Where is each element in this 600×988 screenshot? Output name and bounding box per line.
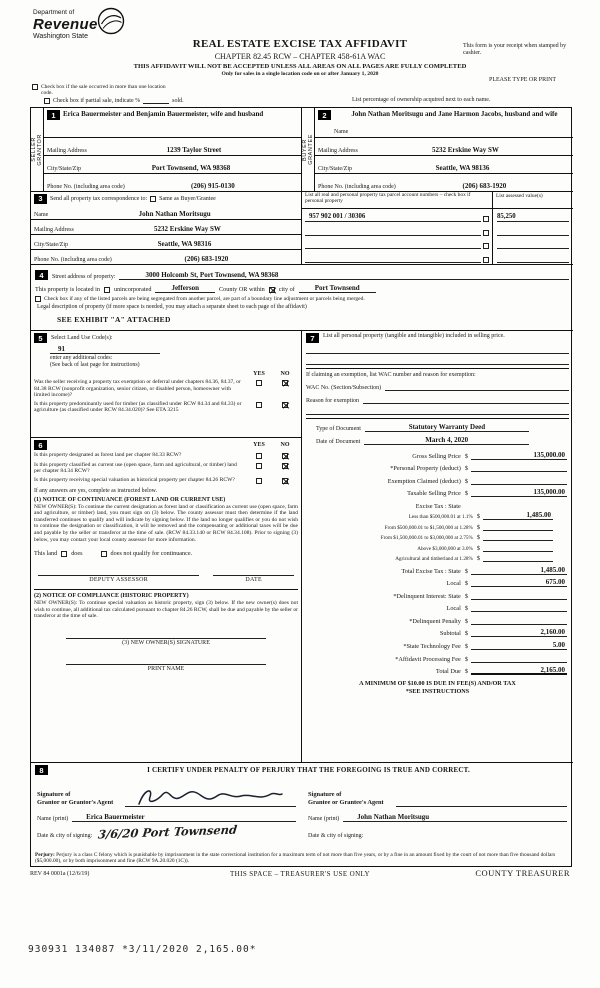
correspondence-city-value: Seattle, WA 98316: [157, 240, 212, 248]
print-name-field[interactable]: [66, 656, 266, 672]
seller-address-value: 1239 Taylor Street: [166, 146, 222, 154]
section-5-badge: 5: [34, 333, 47, 343]
s6-q1-text: Is this property designated as forest land per chapter 84.33 RCW?: [34, 452, 182, 458]
parcel-number-field[interactable]: 957 902 001 / 30306: [305, 213, 481, 222]
s5-q1-text: Was the seller receiving a property tax exemption or deferral under chapters 84.36, 84.37, or 84.38 RCW (nonprofit organization, senior citizen, or disabled person, homeowner with limited income)?: [34, 379, 241, 399]
section-7-badge: 7: [306, 333, 319, 343]
tax-correspondence-section: [31, 192, 302, 264]
seller-phone-row[interactable]: [44, 174, 301, 191]
city-value[interactable]: Port Townsend: [299, 284, 376, 293]
fee-taxable-field[interactable]: 135,000.00: [471, 488, 567, 497]
fee-total-state-field[interactable]: 1,485.00: [471, 566, 567, 575]
property-location-section: [31, 265, 573, 331]
deputy-date-label: DATE: [245, 577, 262, 584]
form-title-block: [110, 38, 490, 77]
partial-sale-percent-field[interactable]: [143, 97, 169, 104]
additional-codes-label: enter any additional codes:: [50, 355, 113, 361]
fee-row-rate-2: From $500,000.01 to $1,500,000 at 1.28% $: [306, 520, 569, 530]
grantor-name-print-value[interactable]: Erica Bauermeister: [72, 813, 296, 822]
land-does-checkbox[interactable]: [61, 551, 67, 557]
fee-row-processing-fee: *Affidavit Processing Fee $: [306, 650, 569, 663]
fee-row-technology-fee: *State Technology Fee $ 5.00: [403, 641, 565, 651]
dor-logo-state: Washington State: [33, 32, 88, 40]
fee-rate-agri-field[interactable]: [483, 553, 553, 562]
fee-row-total-local: Local $ 675.00: [446, 578, 565, 588]
reason-field[interactable]: [363, 396, 569, 404]
buyer-side-word1: BUYER: [302, 138, 308, 161]
fee-tech-field[interactable]: 5.00: [471, 641, 567, 650]
parcel-row-1: [302, 209, 573, 223]
s5-q2-text: Is this property predominantly used for timber (as classified under RCW 84.34 and 84.33) or agriculture (as classified under RCW 84.34.020)? See ETA 3215: [34, 400, 242, 414]
county-treasurer-label: COUNTY TREASURER: [475, 868, 570, 878]
s6-q1-no-checkbox[interactable]: [282, 453, 288, 459]
grantor-signature-block: [31, 777, 302, 842]
seller-phone-value: (206) 915-0130: [191, 182, 235, 190]
correspondence-intro: Send all property tax correspondence to:: [50, 195, 148, 202]
multi-location-checkbox[interactable]: [32, 84, 38, 90]
notice1-body: NEW OWNER(S): To continue the current designation as forest land or classification as current use (open space, farm and agriculture, or timber) land, you must sign on (3) below. The county assessor must then determine if the land transferred continues to qualify and will indicate by signing below. If the land no longer qualifies or you do not wish to continue the designation or classification, it will be removed and the compensating or additional taxes will be due and payable by the seller or transferor at the time of sale. (RCW 84.33.140 or RCW 84.34.108). Prior to signing (3) below, you may contact your local county assessor for more information.: [34, 503, 298, 543]
doc-date-label: Date of Document: [316, 439, 361, 445]
fee-row-rate-1: Less than $500,000.01 at 1.1% $ 1,485.00: [408, 511, 551, 521]
grantee-date-city-label: Date & city of signing:: [308, 833, 364, 839]
located-prefix: This property is located in: [35, 286, 100, 293]
s6-q2-yes-checkbox[interactable]: [256, 463, 262, 469]
parcel-number-field-3[interactable]: [305, 240, 481, 249]
parcel-table: [302, 192, 573, 264]
section-8-badge: 8: [35, 765, 48, 775]
forest-land-section: [31, 438, 301, 762]
correspondence-address-label: Mailing Address: [34, 227, 74, 233]
s6-q2-text: Is this property classified as current use (open space, farm and agricultural, or timber) land per chapter 84.34 RCW?: [34, 462, 237, 475]
same-as-buyer-label: Same as Buyer/Grantee: [159, 195, 216, 202]
fee-total-local-field[interactable]: 675.00: [471, 578, 567, 587]
parcel-number-field-2[interactable]: [305, 227, 481, 236]
personal-property-note: List all personal property (tangible and intangible) included in selling price.: [323, 333, 505, 339]
type-or-print-note: PLEASE TYPE OR PRINT: [489, 77, 557, 83]
fee-row-delinquent-penalty: *Delinquent Penalty $: [306, 612, 569, 625]
land-prefix: This land: [34, 550, 58, 558]
s5-yes-header: YES: [253, 371, 265, 378]
doc-date-value[interactable]: March 4, 2020: [364, 436, 529, 445]
fee-row-personal-property: *Personal Property (deduct) $: [306, 460, 569, 473]
form-rev-code: REV 84 0001a (12/6/19): [30, 871, 90, 877]
correspondence-name-row[interactable]: [31, 205, 301, 220]
section-6-badge: 6: [34, 440, 47, 450]
fee-rate2-field[interactable]: [483, 522, 553, 531]
buyer-phone-row[interactable]: [315, 174, 573, 191]
certify-statement: I CERTIFY UNDER PENALTY OF PERJURY THAT THE FOREGOING IS TRUE AND CORRECT.: [147, 766, 470, 774]
seller-city-value: Port Townsend, WA 98368: [151, 164, 231, 172]
fee-subtotal-field[interactable]: 2,160.00: [471, 628, 567, 637]
personal-property-checkbox-3[interactable]: [483, 243, 489, 249]
buyer-city-value: Seattle, WA 98136: [435, 164, 490, 172]
personal-property-checkbox-2[interactable]: [483, 230, 489, 236]
fee-total-due-field[interactable]: 2,165.00: [471, 666, 567, 675]
grantee-signature-field[interactable]: [396, 785, 567, 807]
buyer-city-row[interactable]: [315, 156, 573, 174]
correspondence-parcel-row: [31, 192, 573, 265]
grantee-signature-block: [302, 777, 573, 839]
fee-row-total-state: Total Excise Tax : State $ 1,485.00: [401, 565, 565, 575]
correspondence-phone-label: Phone No. (including area code): [34, 257, 112, 263]
s6-question-2: [34, 462, 298, 475]
buyer-phone-label: Phone No. (including area code): [318, 184, 396, 190]
fee-delinq-state-field[interactable]: [471, 591, 567, 600]
parcel-row-3: [302, 237, 573, 251]
new-owner-signature-label: (3) NEW OWNER(S) SIGNATURE: [122, 639, 210, 646]
s5-q1-yes-checkbox[interactable]: [256, 380, 262, 386]
parcel-number-field-4[interactable]: [305, 254, 481, 263]
city-of-label: city of: [278, 286, 295, 293]
s5-q2-no-checkbox[interactable]: [282, 402, 288, 408]
form-subtitle: CHAPTER 82.45 RCW – CHAPTER 458-61A WAC: [214, 52, 386, 61]
grantor-sig-label-2: Grantor or Grantor's Agent: [37, 799, 114, 806]
fee-table: [306, 447, 569, 675]
exhibit-note: SEE EXHIBIT "A" ATTACHED: [57, 315, 171, 324]
dor-seal-icon: [96, 6, 126, 36]
notice2-title: (2) NOTICE OF COMPLIANCE (HISTORIC PROPERTY): [34, 593, 189, 600]
fee-row-delinquent-interest-local: Local $: [306, 600, 569, 613]
treasurer-space-label: THIS SPACE – TREASURER'S USE ONLY: [230, 870, 370, 878]
grantor-sig-label-1: Signature of: [37, 791, 71, 798]
fee-row-delinquent-interest-state: *Delinquent Interest: State $: [306, 587, 569, 600]
multi-location-row: [32, 84, 172, 97]
middle-columns: [31, 331, 573, 763]
new-owner-signature-field[interactable]: [66, 630, 266, 646]
section-4-badge: 4: [35, 270, 48, 280]
city-checkbox[interactable]: [269, 287, 275, 293]
grantee-name-print-label: Name (print): [308, 816, 340, 822]
unincorporated-checkbox[interactable]: [104, 287, 110, 293]
if-yes-note: If any answers are yes, complete as instructed below.: [34, 487, 157, 494]
buyer-address-label: Mailing Address: [318, 148, 358, 154]
seller-name-value: Erica Bauermeister and Benjamin Bauermeister, wife and husband: [63, 110, 264, 118]
reason-field-2[interactable]: [306, 404, 569, 415]
wac-label: WAC No. (Section/Subsection): [306, 385, 382, 391]
segregated-checkbox[interactable]: [35, 296, 41, 302]
notice1-title: (1) NOTICE OF CONTINUANCE (FOREST LAND OR CURRENT USE): [34, 496, 226, 503]
seller-phone-label: Phone No. (including area code): [47, 184, 125, 190]
dor-logo-revenue: Revenue: [33, 15, 98, 33]
form-title: REAL ESTATE EXCISE TAX AFFIDAVIT: [192, 38, 408, 50]
personal-property-checkbox-4[interactable]: [483, 257, 489, 263]
seller-address-row[interactable]: [44, 138, 301, 156]
partial-sale-label: Check box if partial sale, indicate %: [53, 98, 141, 104]
section-2-badge: 2: [318, 110, 331, 120]
fee-rate4-field[interactable]: [483, 543, 553, 552]
buyer-city-label: City/State/Zip: [318, 166, 352, 172]
fee-exemption-field[interactable]: [471, 476, 567, 485]
unincorporated-label: unincorporated: [113, 286, 152, 293]
signature-section: [31, 763, 573, 851]
does-label: does: [71, 550, 83, 558]
minimum-note: A MINIMUM OF $10.00 IS DUE IN FEE(S) AND/OR TAX: [359, 680, 516, 688]
s6-q3-yes-checkbox[interactable]: [256, 478, 262, 484]
assessed-value-field[interactable]: 85,250: [497, 213, 569, 222]
fee-processing-field[interactable]: [471, 654, 567, 663]
s5-q2-yes-checkbox[interactable]: [256, 402, 262, 408]
buyer-address-row[interactable]: [315, 138, 573, 156]
grantee-name-print-value[interactable]: John Nathan Moritsugu: [343, 813, 567, 822]
assessed-header: List assessed value(s): [496, 193, 543, 199]
buyer-side-strip: [302, 108, 315, 191]
see-back-note: (See back of last page for instructions): [50, 362, 140, 369]
see-instructions-note: *SEE INSTRUCTIONS: [405, 688, 470, 696]
partial-sale-row: [44, 97, 184, 104]
buyer-section: [302, 108, 573, 191]
multi-location-label: Check box if the sale occurred in more than one location code.: [41, 84, 166, 97]
buyer-side-word2: GRANTEE: [308, 134, 314, 165]
print-name-label: PRINT NAME: [147, 665, 185, 672]
land-use-code-field[interactable]: 91: [50, 345, 160, 354]
fee-gross-field[interactable]: 135,000.00: [471, 451, 567, 460]
perjury-lead: Perjury:: [35, 852, 55, 858]
fee-row-exemption: Exemption Claimed (deduct) $: [306, 472, 569, 485]
seller-side-word2: GRANTOR: [37, 133, 43, 166]
deputy-date-field[interactable]: [213, 567, 294, 583]
seller-name-field[interactable]: [44, 108, 301, 138]
fee-row-subtotal: Subtotal $ 2,160.00: [439, 628, 565, 638]
deputy-assessor-label: DEPUTY ASSESSOR: [89, 577, 149, 584]
parcel-row-4: [302, 250, 573, 264]
parcel-row-2: [302, 223, 573, 237]
buyer-phone-value: (206) 683-1920: [462, 182, 507, 190]
fee-row-excise-state-header: Excise Tax : State: [415, 502, 461, 510]
seller-city-label: City/State/Zip: [47, 166, 81, 172]
form-warning: THIS AFFIDAVIT WILL NOT BE ACCEPTED UNLESS ALL AREAS ON ALL PAGES ARE FULLY COMPLETED: [133, 63, 467, 70]
perjury-body: Perjury is a class C felony which is punishable by imprisonment in the state correctional institution for a maximum term of not more than five years, or by a fine in an amount fixed by the court of not more than five thousand dollars ($5,000.00), or by both imprisonment and fine (RCW 9A.20.020 (1C)).: [35, 852, 556, 865]
seller-city-row[interactable]: [44, 156, 301, 174]
assessed-value-field-2[interactable]: [497, 227, 569, 236]
partial-sale-suffix: sold.: [172, 98, 184, 104]
form-body: [30, 107, 572, 867]
reason-label: Reason for exemption: [306, 398, 359, 404]
fee-row-rate-4: Above $3,000,000 at 3.0% $: [306, 541, 569, 551]
correspondence-phone-value: (206) 683-1920: [184, 255, 229, 263]
correspondence-name-value: John Nathan Moritsugu: [138, 210, 211, 218]
fee-row-gross: Gross Selling Price $ 135,000.00: [412, 450, 565, 460]
s6-q2-no-checkbox[interactable]: [282, 463, 288, 469]
assessed-value-field-4[interactable]: [497, 254, 569, 263]
buyer-name-value: John Nathan Moritsugu and Jane Harmon Jacobs, husband and wife: [351, 110, 558, 118]
section-3-badge: 3: [34, 194, 47, 204]
cashier-stamp: 930931 134087 *3/11/2020 2,165.00*: [28, 944, 257, 955]
grantee-sig-label-2: Grantee or Grantee's Agent: [308, 799, 384, 806]
grantor-signature-ink: [135, 784, 285, 810]
street-address-label: Street address of property:: [52, 274, 116, 280]
fee-row-taxable: Taxable Selling Price $ 135,000.00: [407, 488, 565, 498]
county-value[interactable]: Jefferson: [155, 284, 215, 293]
partial-sale-checkbox[interactable]: [44, 98, 50, 104]
ownership-note: List percentage of ownership acquired next to each name.: [352, 97, 491, 103]
buyer-name-label: Name: [334, 129, 349, 135]
personal-property-field-2[interactable]: [306, 354, 569, 365]
seller-side-strip: [31, 108, 44, 191]
form-only-note: Only for sales in a single location code on or after January 1, 2020: [221, 71, 379, 77]
correspondence-name-label: Name: [34, 212, 49, 218]
notice2-body: NEW OWNER(S): To continue special valuation as historic property, sign (3) below. If the new owner(s) does not wish to continue, all additional tax calculated pursuant to chapter 84.26 RCW, shall be due and payable by the seller or transferor at the time of sale.: [34, 600, 298, 620]
correspondence-city-label: City/State/Zip: [34, 242, 68, 248]
s6-q3-text: Is this property receiving special valuation as historical property per chapter 84.26 RCW?: [34, 476, 235, 483]
grantor-date-city-label: Date & city of signing:: [37, 833, 93, 839]
seller-side-word1: SELLER: [31, 137, 37, 162]
section-1-badge: 1: [47, 110, 60, 120]
seller-section: [31, 108, 302, 191]
tax-computation-section: [302, 331, 573, 762]
personal-property-field-1[interactable]: [306, 343, 569, 354]
s6-question-1: [34, 452, 298, 460]
fee-row-rate-3: From $1,500,000.01 to $3,000,000 at 2.75% $: [306, 531, 569, 541]
parties-row: [31, 108, 573, 192]
does-not-label: does not qualify for continuance.: [110, 550, 193, 558]
s6-yes-header: YES: [253, 442, 265, 448]
s6-no-header: NO: [280, 442, 290, 448]
receipt-note: This form is your receipt when stamped by cashier.: [463, 43, 567, 57]
county-or-label: County OR within: [219, 286, 265, 293]
wac-number-field[interactable]: [385, 383, 569, 391]
seller-address-label: Mailing Address: [47, 148, 87, 154]
same-as-buyer-checkbox[interactable]: [150, 196, 156, 202]
grantor-date-city-value[interactable]: 3/6/20 Port Townsend: [97, 822, 239, 842]
grantee-sig-label-1: Signature of: [308, 791, 342, 798]
correspondence-phone-row[interactable]: [31, 250, 301, 264]
segregated-note: Check box if any of the listed parcels are being segregated from another parcel, are part of a boundary line adjustment or parcels being merged.: [44, 295, 365, 302]
fee-row-rate-agricultural: Agricultural and timberland at 1.28% $: [306, 552, 569, 562]
buyer-address-value: 5232 Erskine Way SW: [431, 146, 499, 154]
exemption-note: If claiming an exemption, list WAC number and reason for exemption:: [306, 372, 476, 378]
fee-rate3-field[interactable]: [483, 532, 553, 541]
s5-no-header: NO: [280, 371, 290, 378]
s6-q1-yes-checkbox[interactable]: [256, 453, 262, 459]
assessed-value-field-3[interactable]: [497, 240, 569, 249]
legal-description-label: Legal description of property (if more space is needed, you may attach a separate sheet to each page of the affidavit): [37, 304, 307, 310]
continuance-row: [34, 550, 298, 557]
fee-personal-property-field[interactable]: [471, 463, 567, 472]
fee-row-total-due: Total Due $ 2,165.00: [435, 666, 565, 676]
perjury-note: [31, 851, 573, 866]
doc-type-value[interactable]: Statutory Warranty Deed: [365, 423, 529, 432]
s5-question-2: [34, 401, 298, 414]
s6-q3-no-checkbox[interactable]: [282, 478, 288, 484]
correspondence-address-value: 5232 Erskine Way SW: [153, 225, 221, 233]
dor-logo-dept: Department of: [33, 9, 75, 16]
fee-delinq-local-field[interactable]: [471, 603, 567, 612]
buyer-name-field[interactable]: [315, 108, 573, 138]
deputy-assessor-signature[interactable]: [38, 567, 199, 583]
land-does-not-checkbox[interactable]: [101, 551, 107, 557]
s5-q1-no-checkbox[interactable]: [282, 380, 288, 386]
correspondence-city-row[interactable]: [31, 235, 301, 250]
s5-question-1: [34, 379, 298, 398]
s6-question-3: [34, 477, 298, 485]
street-address-value[interactable]: 3000 Holcomb St, Port Townsend, WA 98368: [119, 271, 569, 280]
land-use-section: [31, 331, 301, 438]
doc-type-label: Type of Document: [316, 426, 361, 432]
parcel-header: List all real and personal property tax parcel account numbers – check box if personal property: [302, 192, 493, 208]
grantor-name-print-label: Name (print): [37, 816, 69, 822]
personal-property-checkbox-1[interactable]: [483, 216, 489, 222]
fee-rate1-field[interactable]: 1,485.00: [483, 511, 553, 520]
correspondence-address-row[interactable]: [31, 220, 301, 235]
grantor-signature-field[interactable]: [125, 785, 296, 807]
fee-penalty-field[interactable]: [471, 616, 567, 625]
land-use-label: Select Land Use Code(s):: [51, 335, 113, 341]
